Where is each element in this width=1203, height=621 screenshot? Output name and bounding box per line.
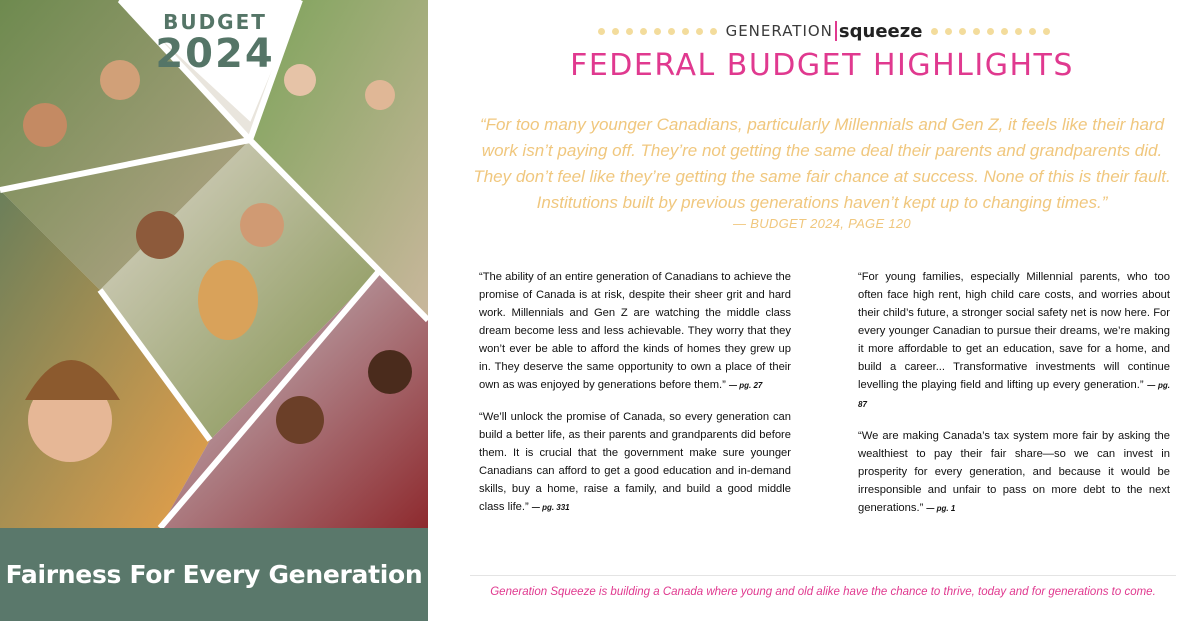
quote-text: “We are making Canada’s tax system more fair by asking the wealthiest to pay their fair share—so we can invest in prosperity for every generation, and because it would be irresponsible and unfair to pass on more debt to the next generations.” xyxy=(858,430,1170,514)
quote-text: “We’ll unlock the promise of Canada, so every generation can build a better life, as their parents and grandparents did before them. It is crucial that the government make sure younger Canadians can afford to get a good education and in-demand skills, buy a home, raise a family, and build a good middle class life.” xyxy=(479,411,791,513)
quotes-column-left xyxy=(479,268,791,530)
decorative-dots-left xyxy=(598,28,717,35)
logo-squeeze: squeeze xyxy=(838,20,923,42)
page-title: FEDERAL BUDGET HIGHLIGHTS xyxy=(570,48,1074,83)
logo-divider xyxy=(835,21,837,41)
budget-quote xyxy=(479,268,791,395)
quote-page-ref: — pg. 87 xyxy=(858,381,1171,409)
decorative-dots-right xyxy=(931,28,1050,35)
cover-footer-text: Fairness For Every Generation xyxy=(5,560,423,589)
pull-quote-source: — BUDGET 2024, PAGE 120 xyxy=(733,216,911,231)
quote-page-ref: — pg. 331 xyxy=(531,503,570,512)
quote-page-ref: — pg. 27 xyxy=(729,381,763,390)
budget-quote xyxy=(858,268,1170,414)
footer-divider xyxy=(470,575,1176,576)
quote-text: “The ability of an entire generation of Canadians to achieve the promise of Canada is at risk, despite their sheer grit and hard work. Millennials and Gen Z are watching the middle class dream become less and less achievable. They worry that they won’t ever be able to afford the kinds of homes they grew up in. They deserve the same opportunity to own a place of their own as was enjoyed by generations before them.” xyxy=(479,271,791,391)
quote-text: “For young families, especially Millennial parents, who too often face high rent, high child care costs, and worries about their child’s future, a stronger social safety net is now here. For every younger Canadian to pursue their dreams, we’re making it more affordable to get an education, save for a home, and build a career... Transformative investments will continue levelling the playing field and lifting up every generation.” xyxy=(858,271,1170,391)
badge-label: BUDGET xyxy=(163,10,267,34)
quote-page-ref: — pg. 1 xyxy=(926,504,956,513)
quotes-column-right xyxy=(858,268,1170,531)
logo-generation: GENERATION xyxy=(725,22,833,40)
badge-year: 2024 xyxy=(155,31,275,77)
footer-tagline: Generation Squeeze is building a Canada where young and old alike have the chance to thrive, today and for generations to come. xyxy=(490,586,1156,598)
generation-squeeze-logo xyxy=(726,21,923,42)
budget-quote xyxy=(858,427,1170,518)
budget-badge xyxy=(120,4,310,114)
cover-footer xyxy=(0,528,428,621)
pull-quote: “For too many younger Canadians, particularly Millennials and Gen Z, it feels like their hard work isn’t paying off. They’re not getting the same deal their parents and grandparents did. They don’t feel like they’re getting the same fair chance at success. None of this is their fault. Institutions built by previous generations haven’t kept up to changing times.” xyxy=(473,115,1171,212)
brand-header xyxy=(584,18,1064,44)
cover-panel xyxy=(0,0,428,621)
budget-quote xyxy=(479,408,791,517)
